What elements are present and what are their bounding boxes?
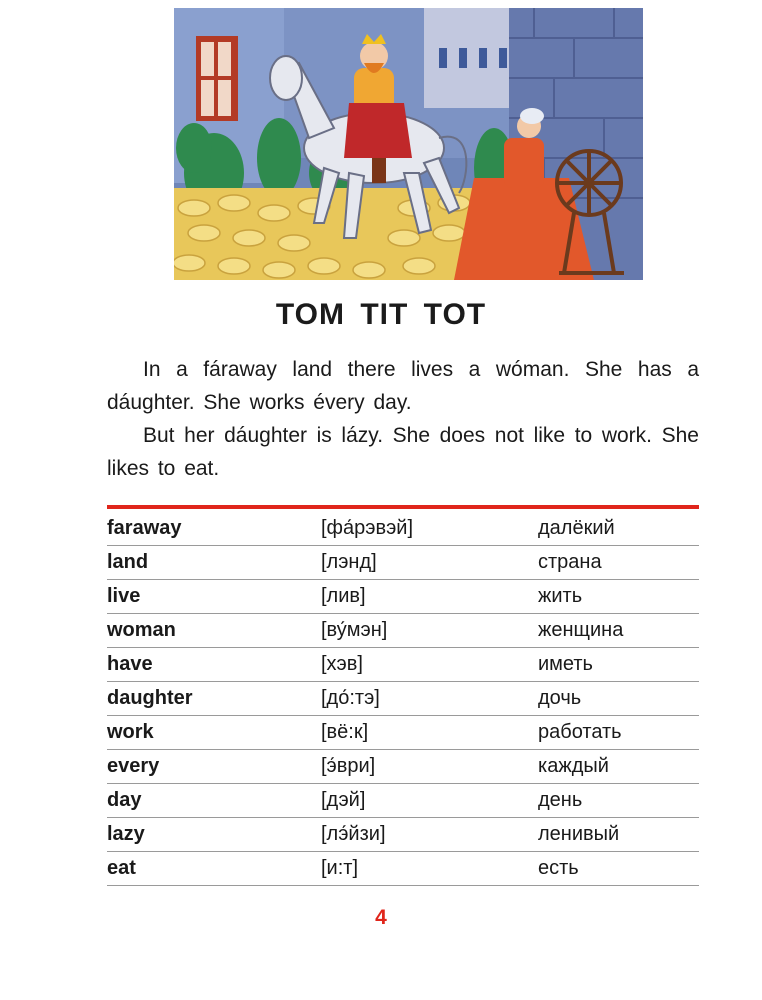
vocabulary-row — [107, 784, 699, 818]
vocab-word: lazy — [107, 823, 145, 845]
vocab-translation: иметь — [538, 653, 593, 675]
page-number: 4 — [375, 906, 387, 929]
vocab-word: faraway — [107, 517, 182, 539]
vocabulary-row — [107, 648, 699, 682]
vocab-translation: есть — [538, 857, 579, 879]
vocabulary-top-rule — [107, 505, 699, 509]
vocabulary-row — [107, 512, 699, 546]
vocab-translation: каждый — [538, 755, 609, 777]
vocabulary-row — [107, 682, 699, 716]
vocabulary-row — [107, 546, 699, 580]
vocab-transcription: [хэв] — [321, 653, 363, 675]
vocabulary-table — [107, 512, 699, 886]
vocab-translation: женщина — [538, 619, 624, 641]
story-text — [107, 353, 699, 485]
vocabulary-row — [107, 580, 699, 614]
vocab-word: work — [107, 721, 154, 743]
vocab-transcription: [лив] — [321, 585, 366, 607]
story-paragraph: But her dáughter is lázy. She does not like to work. She likes to eat. — [107, 424, 699, 480]
vocabulary-row — [107, 818, 699, 852]
vocab-word: every — [107, 755, 160, 777]
vocab-transcription: [дэй] — [321, 789, 366, 811]
story-illustration — [174, 8, 643, 280]
vocab-transcription: [фа́рэвэй] — [321, 517, 414, 539]
vocab-transcription: [вё:к] — [321, 721, 369, 743]
vocabulary-row — [107, 852, 699, 886]
vocab-translation: страна — [538, 551, 602, 573]
vocab-translation: далёкий — [538, 517, 615, 539]
vocab-translation: ленивый — [538, 823, 620, 845]
vocabulary-row — [107, 716, 699, 750]
vocab-word: day — [107, 789, 142, 811]
vocab-transcription: [ву́мэн] — [321, 619, 388, 641]
vocab-translation: дочь — [538, 687, 582, 709]
vocab-transcription: [и:т] — [321, 857, 359, 879]
vocab-translation: жить — [538, 585, 583, 607]
vocab-transcription: [до́:тэ] — [321, 687, 380, 709]
vocab-word: have — [107, 653, 153, 675]
vocab-transcription: [лэ́йзи] — [321, 823, 386, 845]
vocab-word: land — [107, 551, 149, 573]
vocabulary-row — [107, 614, 699, 648]
vocab-transcription: [э́ври] — [321, 755, 376, 777]
vocab-word: daughter — [107, 687, 193, 709]
story-title: TOM TIT TOT — [275, 298, 487, 331]
vocab-word: live — [107, 585, 141, 607]
vocab-word: woman — [107, 619, 176, 641]
vocabulary-row — [107, 750, 699, 784]
king-horse-woman-illustration — [174, 8, 643, 280]
vocab-transcription: [лэнд] — [321, 551, 377, 573]
story-paragraph: In a fáraway land there lives a wóman. She has a dáughter. She works évery day. — [107, 358, 699, 414]
vocab-translation: работать — [538, 721, 622, 743]
vocab-translation: день — [538, 789, 583, 811]
vocab-word: eat — [107, 857, 136, 879]
